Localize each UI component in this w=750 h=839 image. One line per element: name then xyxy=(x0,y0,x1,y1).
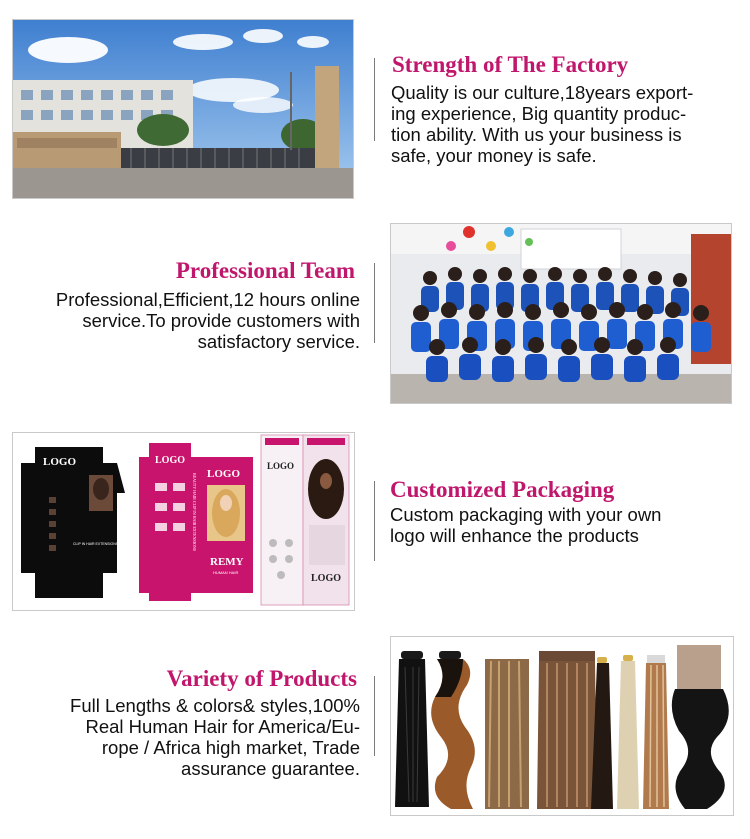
factory-building-photo xyxy=(12,19,354,199)
section-desc-factory xyxy=(391,82,693,166)
desc-line: service.To provide customers with xyxy=(82,310,360,331)
black-box-logo: LOGO xyxy=(43,456,77,468)
section-divider xyxy=(374,263,375,343)
section-divider xyxy=(374,58,375,141)
section-title-team: Professional Team xyxy=(175,258,355,283)
desc-line: safe, your money is safe. xyxy=(391,145,597,166)
hair-products-photo xyxy=(390,636,734,816)
desc-line: Professional,Efficient,12 hours online xyxy=(55,289,360,310)
desc-line: tion ability. With us your business is xyxy=(391,124,682,145)
section-divider xyxy=(374,676,375,756)
section-desc-packaging xyxy=(390,504,661,546)
desc-line: Real Human Hair for America/Eu- xyxy=(85,716,360,737)
pink-box-logo-front: LOGO xyxy=(311,573,342,584)
section-title-packaging: Customized Packaging xyxy=(390,477,615,502)
desc-line: satisfactory service. xyxy=(197,331,360,352)
section-title-factory: Strength of The Factory xyxy=(392,52,629,77)
section-divider xyxy=(374,481,375,561)
pink-box-logo-side: LOGO xyxy=(267,461,295,471)
section-title-products: Variety of Products xyxy=(166,666,357,691)
desc-line: logo will enhance the products xyxy=(390,525,639,546)
desc-line: rope / Africa high market, Trade xyxy=(101,737,360,758)
desc-line: ing experience, Big quantity produc- xyxy=(391,103,687,124)
desc-line: Custom packaging with your own xyxy=(390,504,662,525)
desc-line: Quality is our culture,18years export- xyxy=(391,82,694,103)
desc-line: assurance guarantee. xyxy=(181,758,360,779)
magenta-box-remy: REMY xyxy=(210,556,244,568)
magenta-box-logo-top: LOGO xyxy=(155,455,186,466)
magenta-box-subtitle: HUMAN HAIR xyxy=(213,570,239,575)
section-desc-team xyxy=(56,289,360,352)
magenta-box-logo-front: LOGO xyxy=(207,468,241,480)
desc-line: Full Lengths & colors& styles,100% xyxy=(70,695,360,716)
black-box-caption: CLIP IN HAIR EXTENSIONS xyxy=(73,542,119,546)
magenta-box-side-text: BEAUTY HAIR CLIP IN HAIR EXTENSIONS xyxy=(192,473,197,552)
team-group-photo xyxy=(390,223,732,404)
packaging-boxes-photo xyxy=(12,432,355,611)
section-desc-products xyxy=(70,695,360,779)
